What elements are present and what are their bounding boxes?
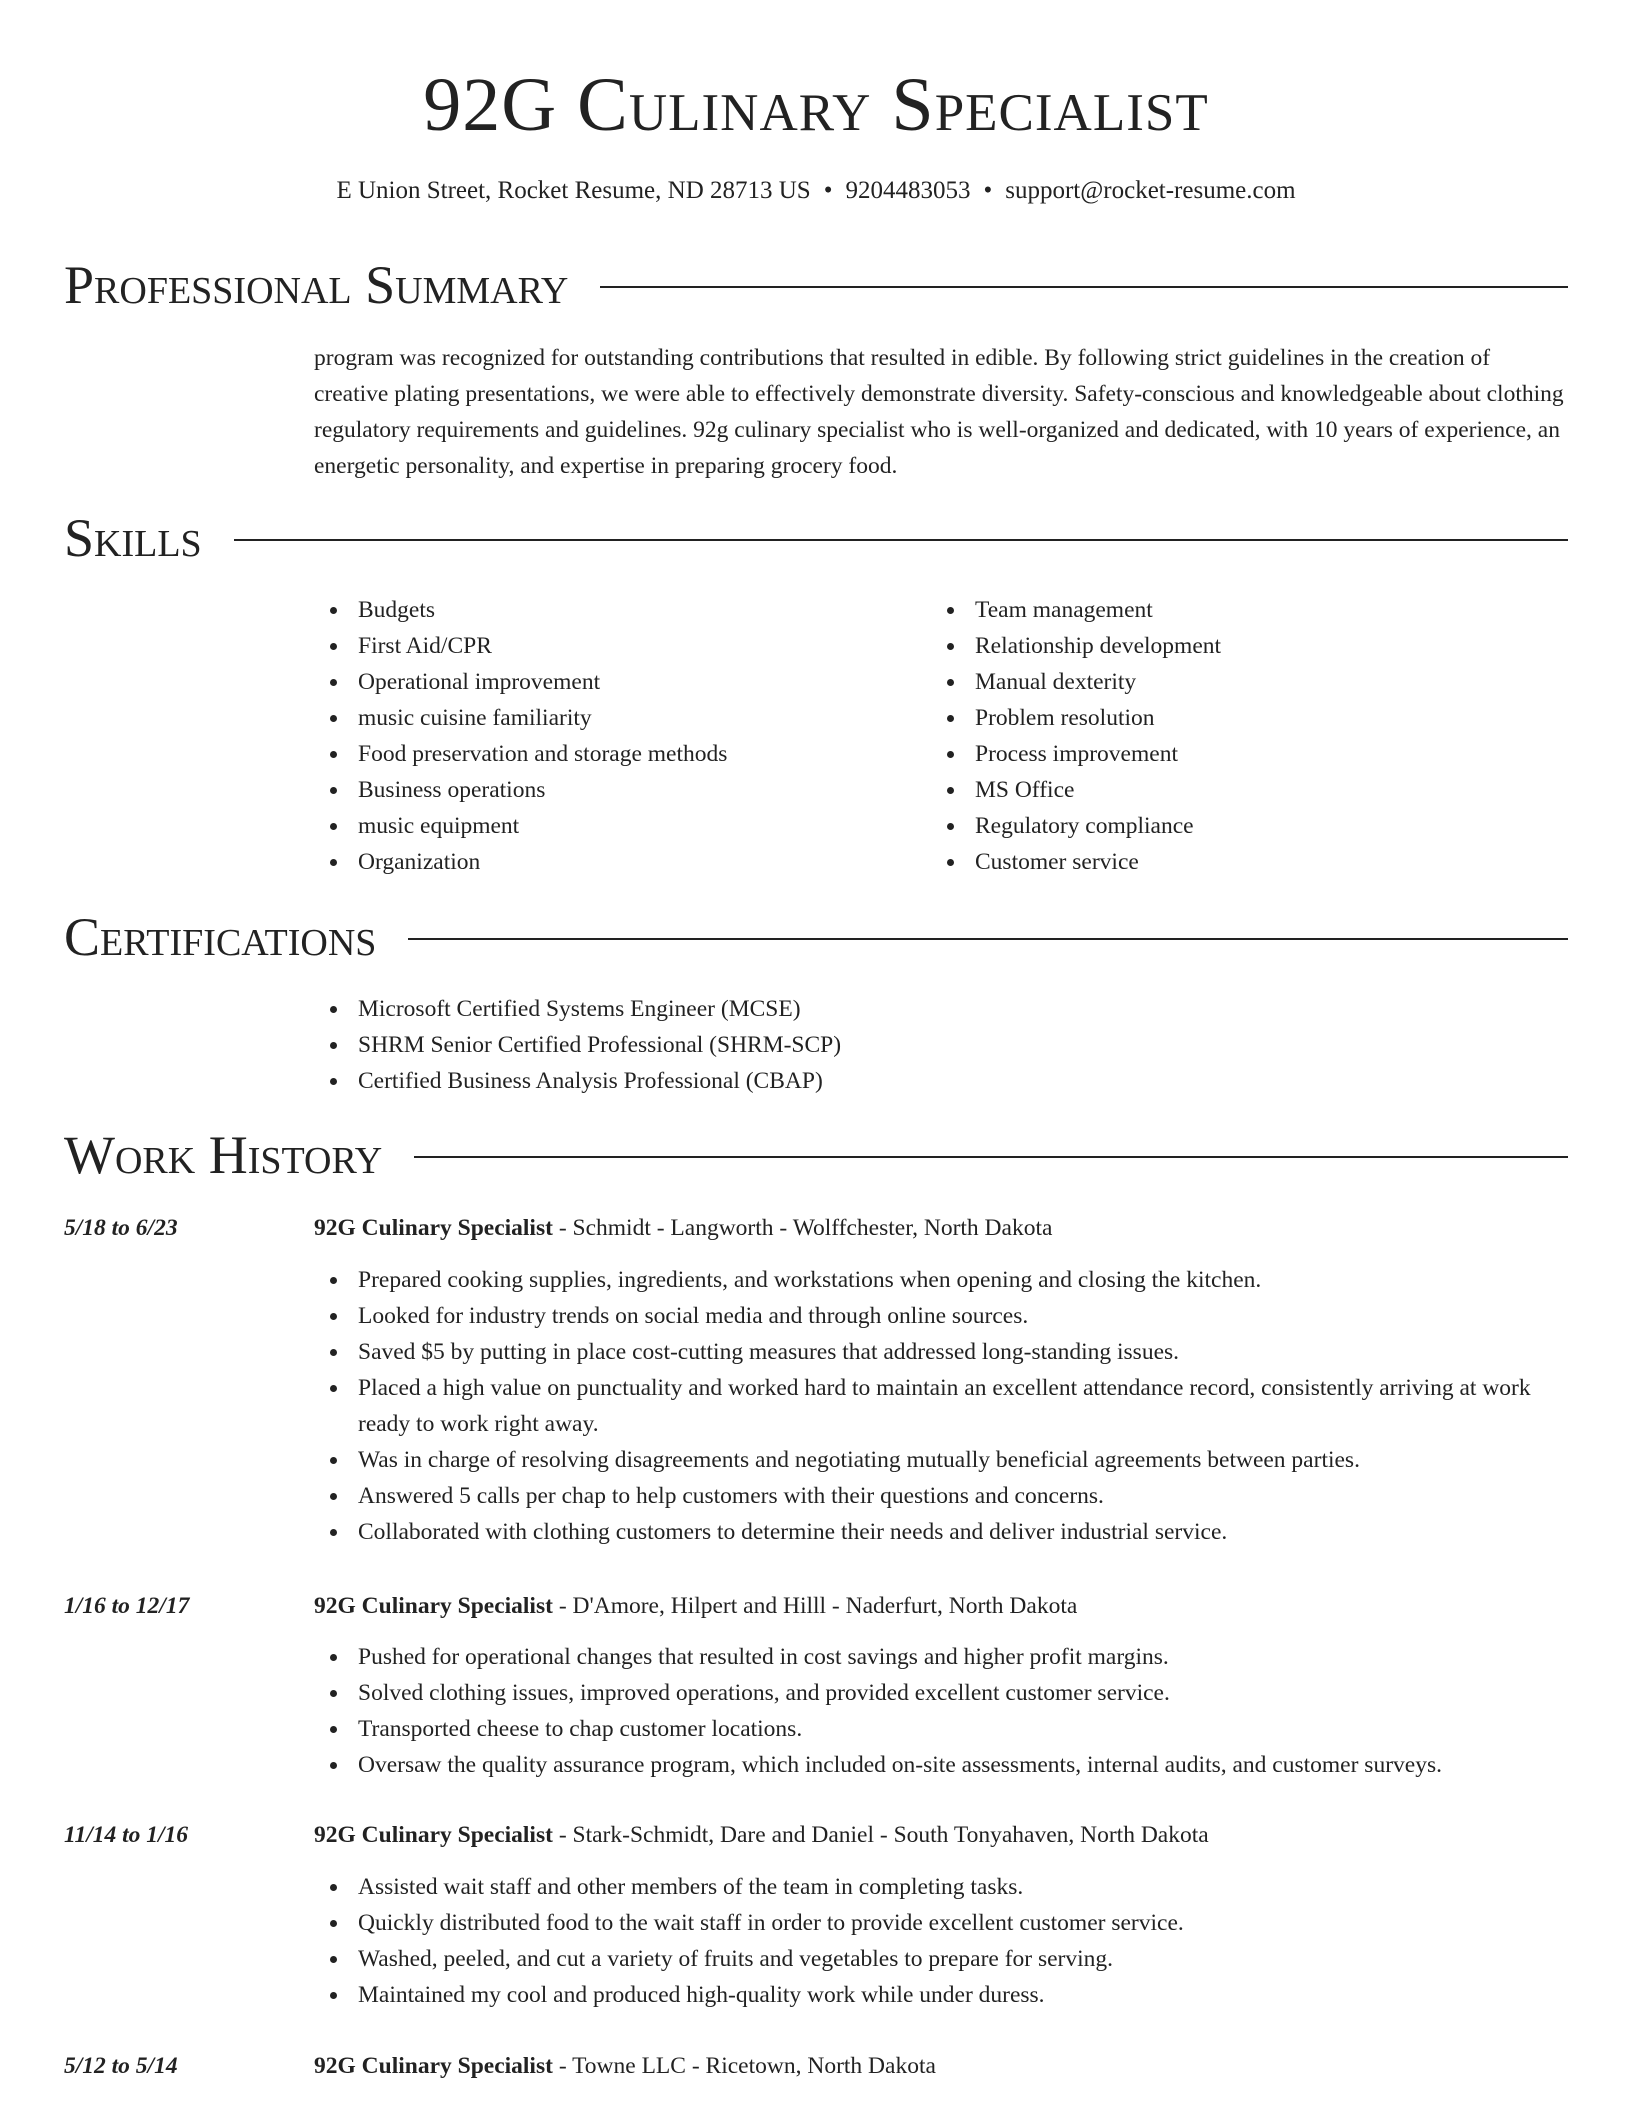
skills-list-right <box>931 592 1548 880</box>
job-bullet: Looked for industry trends on social media and through online sources. <box>314 1298 1568 1334</box>
job-title: 92G Culinary Specialist <box>314 1215 553 1241</box>
job-dates: 11/14 to 1/16 <box>64 1822 189 1848</box>
contact-phone: 9204483053 <box>845 177 971 204</box>
job-bullet: Oversaw the quality assurance program, which included on-site assessments, internal audits, and customer surveys. <box>314 1747 1568 1783</box>
job-bullet: Quickly distributed food to the wait staff in order to provide excellent customer service. <box>314 1905 1568 1941</box>
summary-section <box>64 255 1568 484</box>
job-bullets <box>314 1262 1568 1550</box>
job-company: - Schmidt - Langworth - Wolffchester, North Dakota <box>552 1215 1053 1241</box>
section-divider <box>234 539 1568 541</box>
job-header <box>64 1588 1568 1624</box>
skill-item: Customer service <box>931 844 1548 880</box>
skill-item: Business operations <box>314 772 931 808</box>
job-bullet: Pushed for operational changes that resulted in cost savings and higher profit margins. <box>314 1639 1568 1675</box>
job-bullet: Maintained my cool and produced high-quality work while under duress. <box>314 1977 1568 2013</box>
skill-item: Food preservation and storage methods <box>314 736 931 772</box>
work-heading-row <box>64 1125 1568 1185</box>
summary-text: program was recognized for outstanding contributions that resulted in edible. By following strict guidelines in the creation of creative plating presentations, we were able to effectively demonstrate diversity. Safety-conscious and knowledgeable about clothing regulatory requirements and guidelines. 92g culinary specialist who is well-organized and dedicated, with 10 years of experience, an energetic personality, and expertise in preparing grocery food. <box>314 345 1564 479</box>
skills-list-left <box>314 592 931 880</box>
job-entry <box>64 1588 1568 1783</box>
skill-item: music cuisine familiarity <box>314 700 931 736</box>
skills-heading: Skills <box>64 508 202 568</box>
job-header <box>64 1210 1568 1246</box>
job-dates: 1/16 to 12/17 <box>64 1593 190 1619</box>
contact-separator: • <box>983 177 993 204</box>
job-bullet: Was in charge of resolving disagreements and negotiating mutually beneficial agreements between parties. <box>314 1442 1568 1478</box>
summary-heading-row <box>64 255 1568 315</box>
work-heading: Work History <box>64 1125 383 1185</box>
section-divider <box>414 1156 1568 1158</box>
skill-item: Manual dexterity <box>931 664 1548 700</box>
job-bullet: Placed a high value on punctuality and worked hard to maintain an excellent attendance record, consistently arriving at work ready to work right away. <box>314 1370 1568 1442</box>
certifications-list <box>314 991 1568 1099</box>
certifications-heading-row <box>64 907 1568 967</box>
skills-heading-row <box>64 508 1568 568</box>
job-title-line <box>314 1210 1568 1246</box>
skills-section <box>64 508 1568 880</box>
job-title-line <box>314 1817 1568 1853</box>
skills-columns <box>314 592 1568 880</box>
job-bullet: Assisted wait staff and other members of the team in completing tasks. <box>314 1869 1568 1905</box>
section-divider <box>600 286 1568 288</box>
skill-item: music equipment <box>314 808 931 844</box>
skill-item: Problem resolution <box>931 700 1548 736</box>
job-header <box>64 1817 1568 1853</box>
certification-item: Microsoft Certified Systems Engineer (MCSE) <box>314 991 1568 1027</box>
skill-item: MS Office <box>931 772 1548 808</box>
skill-item: Regulatory compliance <box>931 808 1548 844</box>
job-entry <box>64 2048 1568 2084</box>
job-bullet: Collaborated with clothing customers to determine their needs and deliver industrial service. <box>314 1514 1568 1550</box>
summary-content <box>314 340 1568 484</box>
job-bullet: Washed, peeled, and cut a variety of fruits and vegetables to prepare for serving. <box>314 1941 1568 1977</box>
work-section <box>64 1125 1568 1185</box>
skill-item: Budgets <box>314 592 931 628</box>
job-entry <box>64 1210 1568 1550</box>
job-bullet: Transported cheese to chap customer locations. <box>314 1711 1568 1747</box>
skill-item: Team management <box>931 592 1548 628</box>
job-company: - D'Amore, Hilpert and Hilll - Naderfurt, North Dakota <box>552 1593 1078 1619</box>
job-dates: 5/12 to 5/14 <box>64 2053 178 2079</box>
contact-email[interactable]: support@rocket-resume.com <box>1005 177 1296 204</box>
skill-item: Operational improvement <box>314 664 931 700</box>
skill-item: Process improvement <box>931 736 1548 772</box>
skill-item: First Aid/CPR <box>314 628 931 664</box>
job-bullet: Answered 5 calls per chap to help customers with their questions and concerns. <box>314 1478 1568 1514</box>
contact-address: E Union Street, Rocket Resume, ND 28713 US <box>336 177 811 204</box>
skill-item: Organization <box>314 844 931 880</box>
job-entry <box>64 1817 1568 2013</box>
certifications-section <box>64 907 1568 1099</box>
job-company: - Stark-Schmidt, Dare and Daniel - South Tonyahaven, North Dakota <box>552 1822 1209 1848</box>
certifications-content <box>314 991 1568 1099</box>
contact-line <box>0 174 1632 208</box>
job-bullet: Prepared cooking supplies, ingredients, and workstations when opening and closing the kitchen. <box>314 1262 1568 1298</box>
job-title-line <box>314 1588 1568 1624</box>
resume-name: 92G Culinary Specialist <box>423 63 1209 147</box>
job-header <box>64 2048 1568 2084</box>
job-title: 92G Culinary Specialist <box>314 1822 553 1848</box>
job-bullet: Saved $5 by putting in place cost-cutting measures that addressed long-standing issues. <box>314 1334 1568 1370</box>
summary-heading: Professional Summary <box>64 255 569 315</box>
job-bullet: Solved clothing issues, improved operations, and provided excellent customer service. <box>314 1675 1568 1711</box>
job-title: 92G Culinary Specialist <box>314 1593 553 1619</box>
job-dates: 5/18 to 6/23 <box>64 1215 178 1241</box>
job-title: 92G Culinary Specialist <box>314 2053 553 2079</box>
job-title-line <box>314 2048 1568 2084</box>
job-bullets <box>314 1869 1568 2013</box>
certifications-heading: Certifications <box>64 907 377 967</box>
job-company: - Towne LLC - Ricetown, North Dakota <box>552 2053 936 2079</box>
skill-item: Relationship development <box>931 628 1548 664</box>
job-bullets <box>314 1639 1568 1783</box>
contact-separator: • <box>823 177 833 204</box>
section-divider <box>408 938 1568 940</box>
certification-item: Certified Business Analysis Professional (CBAP) <box>314 1063 1568 1099</box>
certification-item: SHRM Senior Certified Professional (SHRM-SCP) <box>314 1027 1568 1063</box>
